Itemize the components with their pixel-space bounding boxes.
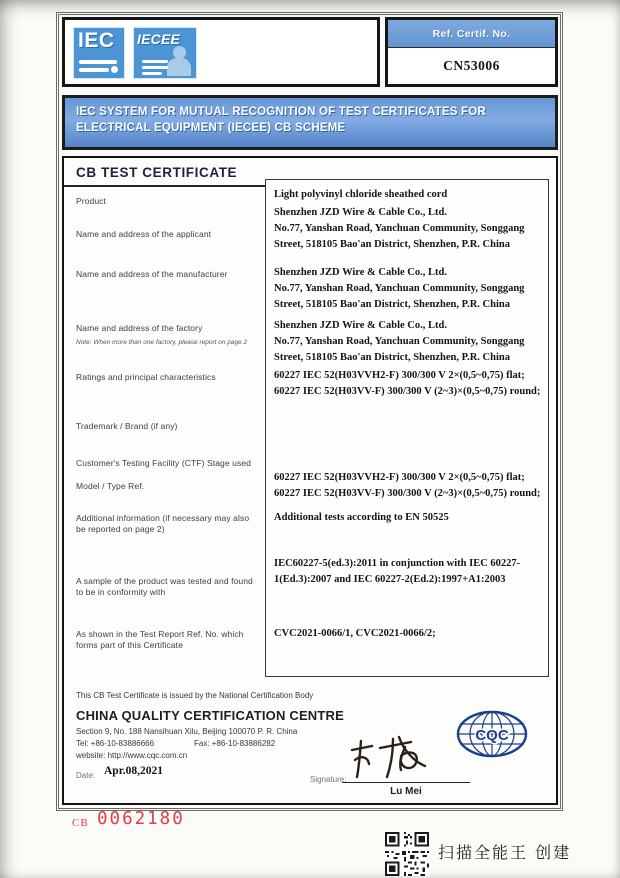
- applicant-address: No.77, Yanshan Road, Yanchuan Community, Songgang Street, 518105 Bao'an District, Shenzhen, P.R. China: [274, 222, 525, 250]
- manufacturer-value: [274, 265, 544, 312]
- manufacturer-label: Name and address of the manufacturer: [76, 269, 228, 279]
- report-value: CVC2021-0066/1, CVC2021-0066/2;: [274, 628, 436, 639]
- cqc-logo-text: CQC: [475, 727, 509, 744]
- logo-box: [62, 17, 380, 87]
- ncb-address: Section 9, No. 188 Nansihuan Xilu, Beijing 100070 P. R. China: [76, 727, 298, 736]
- iecee-figure-body: [167, 58, 191, 76]
- conformity-label: A sample of the product was tested and found to be in conformity with: [76, 576, 253, 598]
- cb-serial-prefix: CB: [72, 817, 89, 829]
- scheme-banner: IEC SYSTEM FOR MUTUAL RECOGNITION OF TEST CERTIFICATES FOR ELECTRICAL EQUIPMENT (IECEE) CB SCHEME: [62, 95, 558, 150]
- model-value: [274, 470, 544, 502]
- ratings-label: Ratings and principal characteristics: [76, 372, 216, 382]
- additional-info-label: Additional information (if necessary may also be reported on page 2): [76, 513, 250, 535]
- issued-statement: This CB Test Certificate is issued by the National Certification Body: [76, 691, 314, 700]
- iecee-logo-icon: [133, 27, 197, 79]
- factory-name: Shenzhen JZD Wire & Cable Co., Ltd.: [274, 320, 447, 331]
- iecee-logo-line: [142, 72, 162, 75]
- additional-info-value: Additional tests according to EN 50525: [274, 512, 449, 523]
- iec-logo-dot: [111, 66, 118, 73]
- applicant-name: Shenzhen JZD Wire & Cable Co., Ltd.: [274, 207, 447, 218]
- ncb-fax: Fax: +86-10-83886282: [194, 739, 276, 748]
- title-divider: [64, 185, 297, 187]
- iecee-logo-text: IECEE: [137, 31, 181, 47]
- conformity-value: IEC60227-5(ed.3):2011 in conjunction with IEC 60227-1(Ed.3):2007 and IEC 60227-2(Ed.2):1997+A1:2003: [274, 558, 521, 585]
- manufacturer-address: No.77, Yanshan Road, Yanchuan Community, Songgang Street, 518105 Bao'an District, Shenzhen, P.R. China: [274, 282, 525, 310]
- model-label: Model / Type Ref.: [76, 481, 145, 491]
- factory-address: No.77, Yanshan Road, Yanchuan Community, Songgang Street, 518105 Bao'an District, Shenzhen, P.R. China: [274, 335, 525, 363]
- factory-label: Name and address of the factory: [76, 323, 203, 333]
- trademark-label: Trademark / Brand (if any): [76, 421, 178, 431]
- ncb-tel: Tel: +86-10-83886666: [76, 739, 155, 748]
- product-label: Product: [76, 196, 106, 206]
- iecee-logo-line: [142, 60, 168, 63]
- ratings-line1: 60227 IEC 52(H03VVH2-F) 300/300 V 2×(0,5~0,75) flat;: [274, 370, 525, 381]
- ref-certif-label: Ref. Certif. No.: [388, 20, 555, 48]
- iec-logo-icon: [73, 27, 125, 79]
- cb-serial-number: 0062180: [97, 809, 185, 829]
- ref-certif-number: CN53006: [443, 58, 500, 73]
- ref-certif-box: [385, 17, 558, 87]
- model-line2: 60227 IEC 52(H03VV-F) 300/300 V (2~3)×(0,5~0,75) round;: [274, 487, 541, 499]
- date-label: Date:: [76, 771, 96, 780]
- iec-logo-line: [79, 68, 109, 72]
- date-value: Apr.08,2021: [104, 765, 163, 777]
- scanner-watermark-text: 扫描全能王 创建: [438, 843, 572, 862]
- manufacturer-name: Shenzhen JZD Wire & Cable Co., Ltd.: [274, 267, 447, 278]
- ratings-line2: 60227 IEC 52(H03VV-F) 300/300 V (2~3)×(0,5~0,75) round;: [274, 385, 541, 397]
- ctf-label: Customer's Testing Facility (CTF) Stage used: [76, 458, 251, 468]
- applicant-value: [274, 205, 544, 252]
- signatory-name: Lu Mei: [390, 786, 422, 797]
- handwritten-signature: [347, 733, 451, 786]
- signature-label: Signature:: [310, 775, 347, 784]
- model-line1: 60227 IEC 52(H03VVH2-F) 300/300 V 2×(0,5~0,75) flat;: [274, 472, 525, 483]
- applicant-label: Name and address of the applicant: [76, 229, 212, 239]
- qr-code-icon: [385, 832, 429, 876]
- report-label: As shown in the Test Report Ref. No. which forms part of this Certificate: [76, 629, 244, 651]
- values-box: [265, 179, 549, 677]
- iecee-logo-line: [142, 66, 168, 69]
- ncb-website: website: http://www.cqc.com.cn: [76, 751, 188, 760]
- iec-logo-text: IEC: [78, 29, 115, 52]
- iec-logo-line: [79, 60, 117, 64]
- product-value: Light polyvinyl chloride sheathed cord: [274, 189, 448, 200]
- factory-value: [274, 318, 544, 365]
- ncb-name: CHINA QUALITY CERTIFICATION CENTRE: [76, 708, 344, 723]
- certificate-body: [62, 156, 558, 805]
- factory-note: Note: When more than one factory, please report on page 2: [76, 339, 248, 346]
- certificate-title: CB TEST CERTIFICATE: [76, 165, 238, 180]
- ratings-value: [274, 368, 544, 400]
- signature-line: [342, 782, 470, 783]
- cqc-logo-icon: [454, 708, 530, 765]
